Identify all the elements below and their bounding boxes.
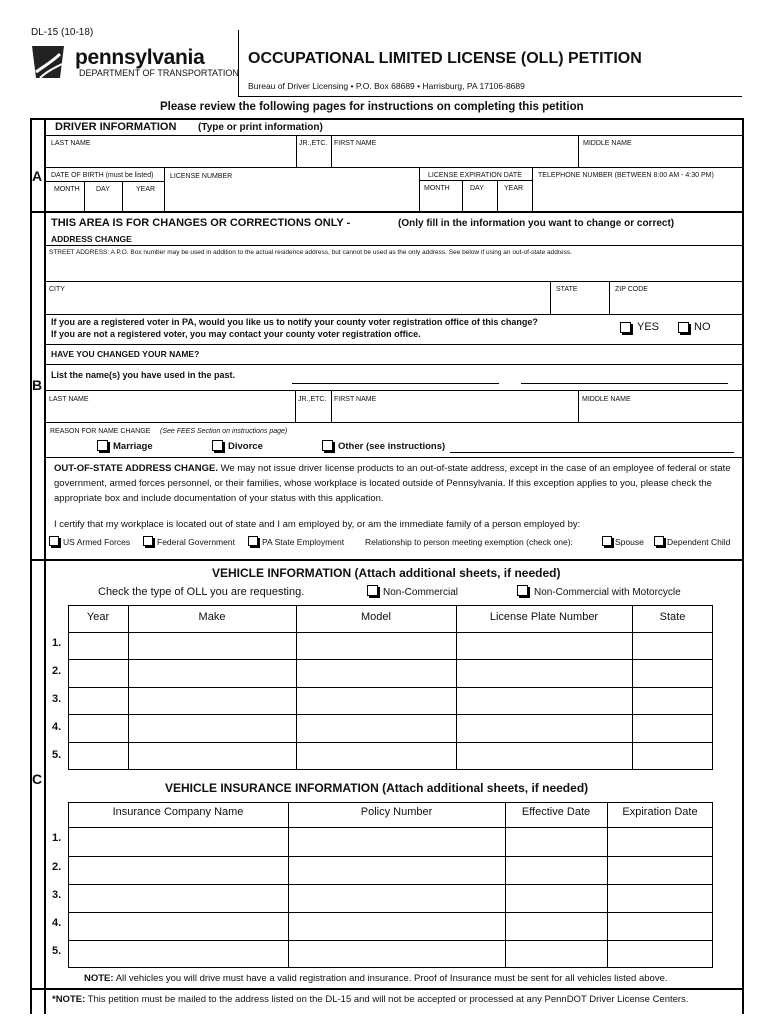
non-commercial-checkbox[interactable] bbox=[367, 585, 378, 596]
names-used-label: List the name(s) you have used in the past. bbox=[51, 370, 236, 380]
zip-field[interactable] bbox=[610, 282, 741, 313]
changed-first-name-field[interactable] bbox=[332, 391, 578, 421]
org-name: pennsylvania bbox=[75, 46, 205, 69]
vehicle-row-number: 2. bbox=[52, 665, 62, 677]
dependent-checkbox[interactable] bbox=[654, 536, 664, 546]
driver-info-subtitle: (Type or print information) bbox=[198, 122, 323, 133]
changes-title-note: (Only fill in the information you want to change or correct) bbox=[398, 218, 675, 229]
insurance-row-5[interactable] bbox=[69, 941, 712, 967]
mailing-address: Bureau of Driver Licensing • P.O. Box 68689 • Harrisburg, PA 17106-8689 bbox=[248, 81, 525, 91]
driver-middle-name-label: MIDDLE NAME bbox=[583, 140, 632, 147]
insurance-note-label: NOTE: bbox=[84, 973, 114, 984]
driver-first-name-label: FIRST NAME bbox=[334, 140, 377, 147]
non-commercial-moto-label: Non-Commercial with Motorcycle bbox=[534, 587, 681, 598]
state-label: STATE bbox=[556, 286, 578, 293]
form-title: OCCUPATIONAL LIMITED LICENSE (OLL) PETITION bbox=[248, 50, 642, 67]
insurance-row-number: 1. bbox=[52, 832, 62, 844]
insurance-row-1[interactable] bbox=[69, 828, 712, 856]
changed-middle-name-field[interactable] bbox=[579, 391, 741, 421]
driver-info-title: DRIVER INFORMATION bbox=[55, 121, 177, 133]
divorce-checkbox[interactable] bbox=[212, 440, 223, 451]
dependent-label: Dependent Child bbox=[667, 537, 731, 547]
insurance-row-number: 4. bbox=[52, 917, 62, 929]
vehicle-col-state: State bbox=[659, 611, 686, 623]
voter-no-label: NO bbox=[694, 321, 711, 333]
vehicle-row-4[interactable] bbox=[69, 715, 712, 742]
insurance-col-policy: Policy Number bbox=[360, 806, 433, 818]
vehicle-col-model: Model bbox=[361, 611, 391, 623]
section-a-label: A bbox=[32, 168, 43, 184]
reason-label: REASON FOR NAME CHANGE bbox=[50, 428, 151, 435]
armed-forces-label: US Armed Forces bbox=[63, 537, 131, 547]
exp-month-label: MONTH bbox=[424, 185, 450, 192]
non-commercial-moto-checkbox[interactable] bbox=[517, 585, 528, 596]
dob-month-label: MONTH bbox=[54, 186, 80, 193]
section-b-label: B bbox=[32, 377, 43, 393]
vehicle-row-5[interactable] bbox=[69, 743, 712, 769]
marriage-label: Marriage bbox=[113, 441, 153, 452]
armed-forces-checkbox[interactable] bbox=[49, 536, 59, 546]
street-address-label: STREET ADDRESS: A P.O. Box number may be used in addition to the actual residence address, but cannot be used as the only address. See below if using an out-of-state address. bbox=[49, 249, 572, 256]
changes-title: THIS AREA IS FOR CHANGES OR CORRECTIONS ONLY - bbox=[51, 217, 351, 229]
voter-yes-label: YES bbox=[637, 321, 660, 333]
non-commercial-label: Non-Commercial bbox=[383, 587, 459, 598]
reason-note: (See FEES Section on instructions page) bbox=[160, 428, 288, 435]
vehicle-row-3[interactable] bbox=[69, 688, 712, 714]
changed-middle-name-label: MIDDLE NAME bbox=[582, 396, 631, 403]
form-id: DL-15 (10-18) bbox=[31, 27, 94, 38]
dob-label: DATE OF BIRTH (must be listed) bbox=[51, 172, 154, 179]
out-of-state-title: OUT-OF-STATE ADDRESS CHANGE. bbox=[54, 463, 218, 474]
other-label: Other (see instructions) bbox=[338, 441, 446, 452]
insurance-row-number: 5. bbox=[52, 945, 62, 957]
previous-name-line-1[interactable] bbox=[292, 383, 499, 384]
other-checkbox[interactable] bbox=[322, 440, 333, 451]
vehicle-col-make: Make bbox=[198, 611, 226, 623]
dob-field[interactable] bbox=[45, 193, 164, 210]
exp-day-label: DAY bbox=[470, 185, 484, 192]
vehicle-row-number: 4. bbox=[52, 721, 62, 733]
vehicle-row-number: 3. bbox=[52, 693, 62, 705]
vehicle-row-1[interactable] bbox=[69, 633, 712, 659]
penndot-keystone-logo-icon bbox=[30, 42, 66, 80]
insurance-row-3[interactable] bbox=[69, 885, 712, 912]
driver-suffix-label: JR.,ETC. bbox=[299, 140, 328, 147]
street-address-field[interactable] bbox=[45, 258, 741, 280]
insurance-note-text: All vehicles you will drive must have a valid registration and insurance. Proof of Insurance must be sent for all vehicles listed above. bbox=[115, 973, 668, 984]
insurance-row-4[interactable] bbox=[69, 913, 712, 940]
vehicle-row-number: 5. bbox=[52, 749, 62, 761]
footer-note bbox=[52, 995, 688, 1005]
changed-first-name-label: FIRST NAME bbox=[334, 396, 377, 403]
insurance-col-company: Insurance Company Name bbox=[112, 806, 244, 818]
previous-name-line-2[interactable] bbox=[521, 383, 728, 384]
zip-label: ZIP CODE bbox=[615, 286, 648, 293]
marriage-checkbox[interactable] bbox=[97, 440, 108, 451]
footer-note-text: This petition must be mailed to the address listed on the DL-15 and will not be accepted or processed at any PennDOT Driver License Centers. bbox=[87, 994, 689, 1005]
vehicle-row-number: 1. bbox=[52, 637, 62, 649]
exp-year-label: YEAR bbox=[504, 185, 524, 192]
telephone-label: TELEPHONE NUMBER (BETWEEN 8:00 AM - 4:30 PM) bbox=[538, 172, 714, 179]
federal-gov-checkbox[interactable] bbox=[143, 536, 153, 546]
insurance-row-number: 3. bbox=[52, 889, 62, 901]
license-exp-field[interactable] bbox=[420, 193, 532, 210]
city-label: CITY bbox=[49, 286, 65, 293]
spouse-checkbox[interactable] bbox=[602, 536, 612, 546]
insurance-note bbox=[84, 974, 668, 984]
section-c-label: C bbox=[32, 771, 43, 787]
check-type-label: Check the type of OLL you are requesting. bbox=[98, 586, 305, 598]
vehicle-col-year: Year bbox=[86, 611, 110, 623]
voter-question: If you are a registered voter in PA, would you like us to notify your county voter registration office of this change? bbox=[51, 317, 538, 327]
out-of-state-paragraph bbox=[54, 461, 736, 506]
name-changed-question: HAVE YOU CHANGED YOUR NAME? bbox=[51, 349, 200, 359]
out-of-state-text: We may not issue driver license products to an out-of-state address, except in the case of an employee of federal or state government, armed forces personnel, or their families, whose workplace is located outside of Pennsylvania. If this exception applies to you, please check the appropriate box and include documentation of your status with this application. bbox=[54, 463, 731, 504]
voter-no-checkbox[interactable] bbox=[678, 322, 689, 333]
changed-last-name-label: LAST NAME bbox=[49, 396, 89, 403]
insurance-col-expiration: Expiration Date bbox=[622, 806, 698, 818]
license-number-label: LICENSE NUMBER bbox=[170, 173, 233, 180]
changed-suffix-field[interactable] bbox=[296, 391, 331, 421]
address-change-label: ADDRESS CHANGE bbox=[51, 234, 132, 244]
city-field[interactable] bbox=[45, 282, 550, 313]
driver-last-name-label: LAST NAME bbox=[51, 140, 91, 147]
changed-last-name-field[interactable] bbox=[45, 391, 295, 421]
voter-yes-checkbox[interactable] bbox=[620, 322, 631, 333]
divorce-label: Divorce bbox=[228, 441, 263, 452]
pa-state-checkbox[interactable] bbox=[248, 536, 258, 546]
other-reason-line[interactable] bbox=[450, 452, 734, 453]
voter-note: If you are not a registered voter, you may contact your county voter registration office. bbox=[51, 329, 421, 339]
insurance-row-number: 2. bbox=[52, 861, 62, 873]
insurance-title: VEHICLE INSURANCE INFORMATION (Attach additional sheets, if needed) bbox=[165, 781, 589, 795]
pa-state-label: PA State Employment bbox=[262, 537, 345, 547]
dept-name: DEPARTMENT OF TRANSPORTATION bbox=[79, 68, 239, 78]
instructions-note: Please review the following pages for instructions on completing this petition bbox=[160, 101, 584, 113]
dob-year-label: YEAR bbox=[136, 186, 156, 193]
dob-day-label: DAY bbox=[96, 186, 110, 193]
vehicle-col-plate: License Plate Number bbox=[489, 611, 599, 623]
insurance-col-effective: Effective Date bbox=[521, 806, 591, 818]
relationship-label: Relationship to person meeting exemption (check one): bbox=[365, 537, 573, 547]
changed-suffix-label: JR.,ETC. bbox=[298, 396, 327, 403]
vehicle-row-2[interactable] bbox=[69, 660, 712, 687]
footer-note-label: *NOTE: bbox=[52, 994, 86, 1005]
spouse-label: Spouse bbox=[615, 537, 644, 547]
state-field[interactable] bbox=[551, 282, 609, 313]
insurance-row-2[interactable] bbox=[69, 857, 712, 884]
vehicle-title: VEHICLE INFORMATION (Attach additional sheets, if needed) bbox=[212, 566, 561, 580]
certify-text: I certify that my workplace is located out of state and I am employed by, or am the immediate family of a person employed by: bbox=[54, 519, 581, 530]
federal-gov-label: Federal Government bbox=[157, 537, 235, 547]
license-exp-label: LICENSE EXPIRATION DATE bbox=[428, 172, 522, 179]
